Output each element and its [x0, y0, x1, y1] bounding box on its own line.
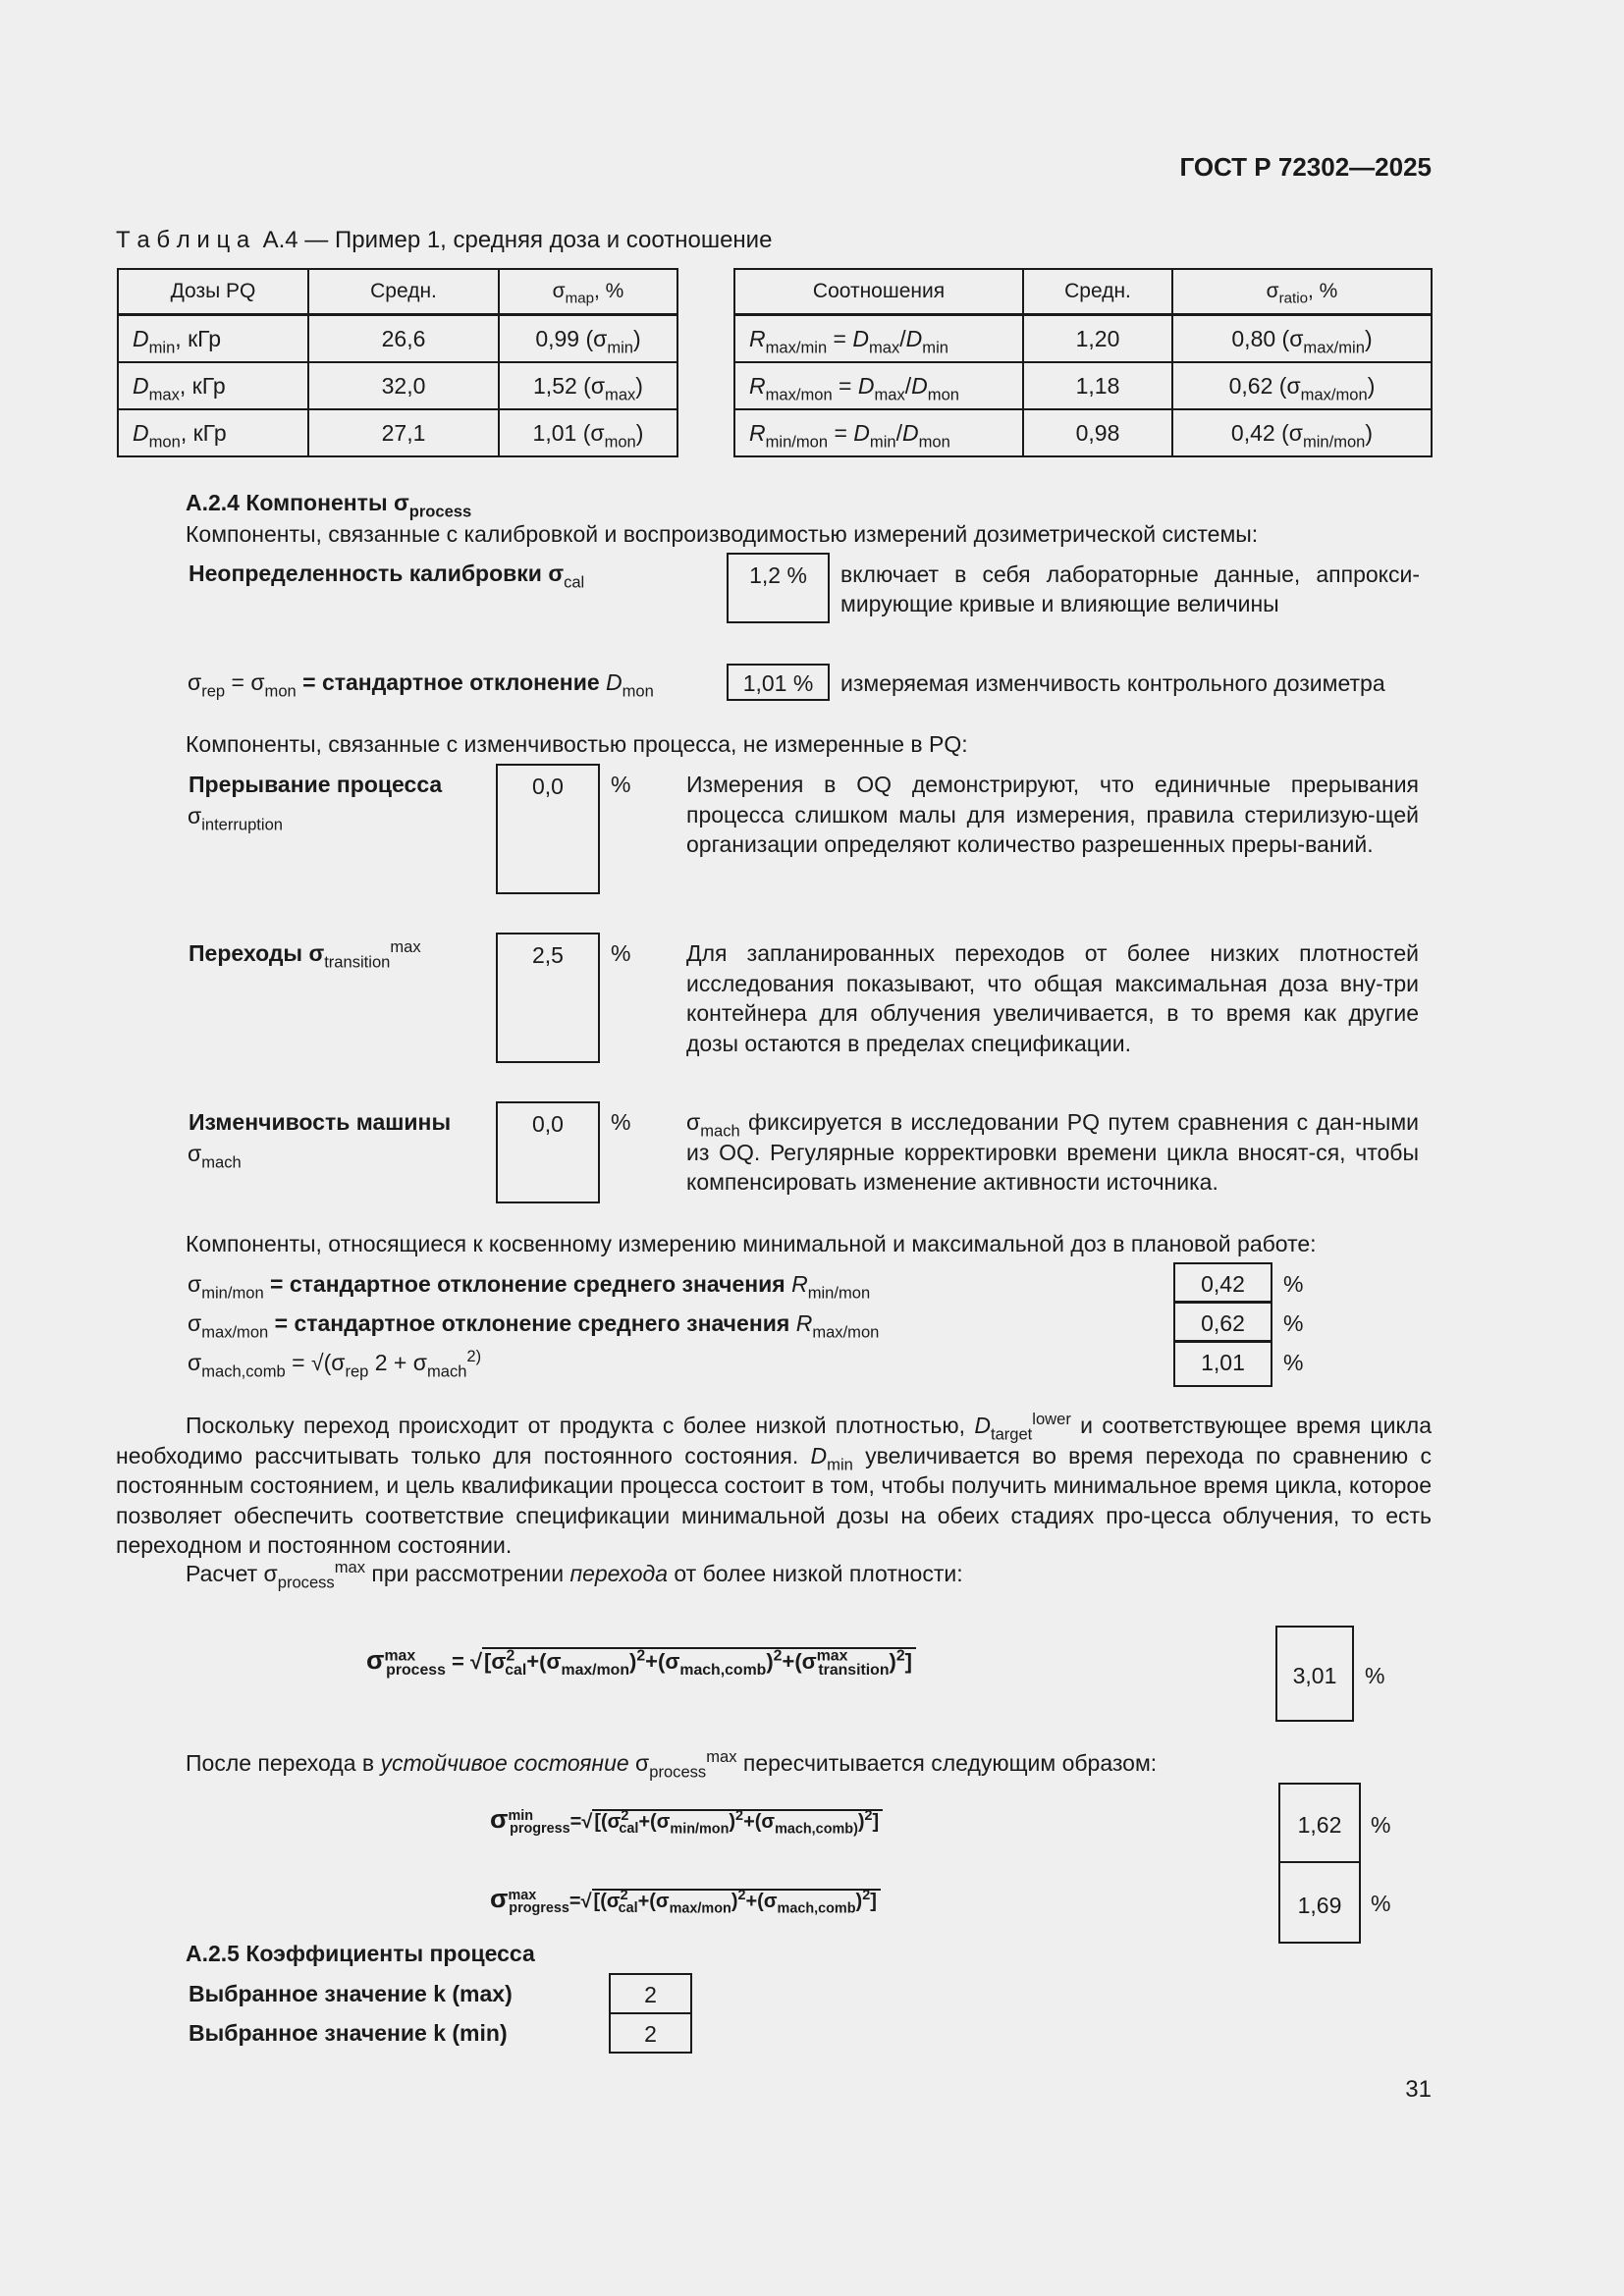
formula-sigma-process-max: $\sigma^{max}_{process} = √[\sigma^2_{cal}+(\sigma_{max/mon})^2+(\sigma_{mach,comb})^2+(\sigma^{max}_{transition})^2]$	[366, 1645, 916, 1676]
col-header: $\sigma_{ratio}$, %	[1172, 269, 1432, 315]
col-header: Средн.	[308, 269, 499, 315]
percent-sign: %	[1283, 1271, 1304, 1297]
percent-sign: %	[611, 772, 631, 797]
repeatability-value-box: 1,01 %	[727, 664, 830, 701]
formula-sigma-progress-max: $\sigma^{max}_{progress}=√$ [$(\sigma^2_{cal}+(\sigma_{max/mon})^2+(\sigma_{mach,comb})^2]$	[490, 1884, 881, 1914]
calibration-label: Неопределенность калибровки $\sigma_{cal}$	[189, 561, 585, 592]
calculation-intro: Расчет $\sigma_{process}^{max}$ при рассмотрении перехода от более низкой плотности:	[186, 1557, 963, 1592]
percent-sign: %	[1371, 1891, 1391, 1916]
col-header: Дозы PQ	[118, 269, 308, 315]
sigma-progress-max-value-box: 1,69	[1278, 1861, 1361, 1944]
minmon-value-box: 0,42	[1173, 1262, 1272, 1303]
table-row: $D_{mon}$, кГр 27,1 1,01 $(\sigma_{mon})$	[118, 409, 677, 456]
steady-state-intro: После перехода в устойчивое состояние $\sigma_{process}^{max}$ пересчитывается следующим образом:	[186, 1746, 1158, 1782]
table-caption: Т а б л и ц а А.4 — Пример 1, средняя доза и соотношение	[116, 227, 773, 253]
k-min-value-box: 2	[609, 2012, 692, 2054]
calibration-value-box: 1,2 %	[727, 553, 830, 623]
interruption-label: Прерывание процесса	[189, 772, 443, 797]
transition-value-box: 2,5	[496, 933, 600, 1063]
col-header: $\sigma_{map}$, %	[499, 269, 677, 315]
intro-calibration: Компоненты, связанные с калибровкой и воспроизводимостью измерений дозиметрической системы:	[186, 521, 1259, 547]
sigma-progress-min-value-box: 1,62	[1278, 1783, 1361, 1863]
interruption-description: Измерения в OQ демонстрируют, что единичные прерывания процесса слишком малы для измерения, правила стерилизую-щей организации определяют количество разрешенных преры-ваний.	[686, 772, 1419, 857]
calibration-description: включает в себя лабораторные данные, аппрокси-мирующие кривые и влияющие величины	[840, 561, 1420, 616]
ratio-table	[733, 268, 1433, 457]
document-id: ГОСТ Р 72302—2025	[1179, 152, 1432, 182]
percent-sign: %	[1283, 1350, 1304, 1375]
intro-process-variability: Компоненты, связанные с изменчивостью процесса, не измеренные в PQ:	[186, 731, 968, 757]
formula-sigma-progress-min: $\sigma^{min}_{progress}=√$ [$(\sigma^2_{cal}+(\sigma_{min/mon})^2+(\sigma_{mach,comb)})^2]$	[490, 1804, 883, 1835]
section-heading-a24: А.2.4 Компоненты $\sigma_{process}$	[186, 490, 472, 521]
dose-table	[117, 268, 678, 457]
col-header: Средн.	[1023, 269, 1172, 315]
percent-sign: %	[1283, 1310, 1304, 1336]
maxmon-value-box: 0,62	[1173, 1302, 1272, 1342]
table-row: $R_{min/mon} = D_{min}/D_{mon}$ 0,98 0,42 $(\sigma_{min/mon})$	[734, 409, 1432, 456]
repeatability-description: измеряемая изменчивость контрольного дозиметра	[840, 670, 1385, 696]
percent-sign: %	[611, 1109, 631, 1135]
k-max-value-box: 2	[609, 1973, 692, 2014]
table-row: $R_{max/mon} = D_{max}/D_{mon}$ 1,18 0,62 $(\sigma_{max/mon})$	[734, 362, 1432, 409]
sigma-process-max-value-box: 3,01	[1275, 1626, 1354, 1722]
machine-label: Изменчивость машины	[189, 1109, 452, 1135]
page-number: 31	[1405, 2076, 1432, 2103]
percent-sign: %	[1365, 1663, 1385, 1688]
k-max-label: Выбранное значение k (max)	[189, 1981, 513, 2006]
table-row: $D_{max}$, кГр 32,0 1,52 $(\sigma_{max})$	[118, 362, 677, 409]
transition-label: Переходы $\sigma_{transition}^{max}$	[189, 936, 421, 972]
k-min-label: Выбранное значение k (min)	[189, 2020, 508, 2046]
interruption-value-box: 0,0	[496, 764, 600, 894]
percent-sign: %	[1371, 1812, 1391, 1838]
maxmon-label: $\sigma_{max/mon}$ = стандартное отклонение среднего значения $R_{max/mon}$	[188, 1310, 880, 1342]
machine-description: $\sigma_{mach}$ фиксируется в исследовании PQ путем сравнения с дан-ными из OQ. Регулярные корректировки времени цикла вносят-ся, чтобы компенсировать изменение активности источника.	[686, 1109, 1419, 1195]
table-row: $R_{max/min} = D_{max}/D_{min}$ 1,20 0,80 $(\sigma_{max/min})$	[734, 315, 1432, 363]
mach-comb-value-box: 1,01	[1173, 1341, 1272, 1387]
transition-paragraph: Поскольку переход происходит от продукта с более низкой плотностью, $D_{target}^{lower}$ и соответствующее время цикла необходимо рассчитывать только для постоянного состояния. $D_{min}$ увеличивается во время перехода по сравнению с постоянным состоянием, и цель квалификации процесса состоит в том, чтобы получить минимальное время цикла, которое позволяет обеспечить соответствие спецификации минимальной дозы на обеих стадиях про-цесса облучения, то есть переходном и постоянном состоянии.	[116, 1409, 1432, 1558]
minmon-label: $\sigma_{min/mon}$ = стандартное отклонение среднего значения $R_{min/mon}$	[188, 1271, 871, 1303]
interruption-symbol: $\sigma_{interruption}$	[188, 803, 283, 834]
mach-comb-label: $\sigma_{mach,comb} = √(\sigma_{rep}$ $2 + \sigma_{mach}^{2)}$	[188, 1346, 482, 1381]
machine-symbol: $\sigma_{mach}$	[188, 1141, 242, 1172]
table-row: $D_{min}$, кГр 26,6 0,99 $(\sigma_{min})$	[118, 315, 677, 363]
repeatability-label: $\sigma_{rep} = \sigma_{mon}$ = стандартное отклонение $D_{mon}$	[188, 669, 654, 701]
intro-indirect-measurement: Компоненты, относящиеся к косвенному измерению минимальной и максимальной доз в плановой работе:	[186, 1231, 1317, 1256]
percent-sign: %	[611, 940, 631, 966]
col-header: Соотношения	[734, 269, 1023, 315]
machine-value-box: 0,0	[496, 1101, 600, 1203]
transition-description: Для запланированных переходов от более низких плотностей исследования показывают, что общая максимальная доза вну-три контейнера для облучения увеличивается, в то время как другие дозы остаются в пределах спецификации.	[686, 940, 1419, 1056]
section-heading-a25: А.2.5 Коэффициенты процесса	[186, 1941, 535, 1966]
